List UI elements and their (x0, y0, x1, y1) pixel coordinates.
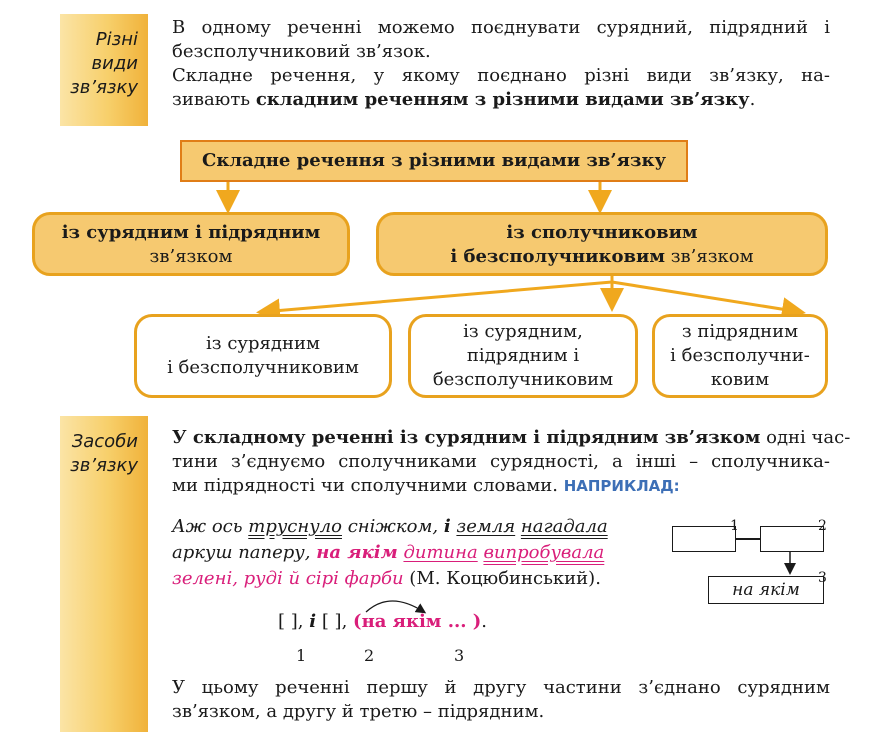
sentence-formula (278, 610, 487, 634)
predicate: нагадала (520, 516, 608, 537)
sidebar-label-line: Засоби (71, 431, 138, 452)
box-line: підрядним і (466, 345, 580, 366)
formula-number: 2 (364, 646, 375, 665)
intro-line: Складне речення, у якому поєднано різні види зв’язку, на- (172, 65, 830, 86)
example-word: зелені, руді й сірі фарби (172, 568, 404, 589)
box-line: із сурядним, (463, 321, 583, 342)
rule-text: ми підрядності чи сполучними словами. (172, 475, 564, 496)
intro-line: безсполучниковий зв’язок. (172, 41, 431, 62)
predicate: труснуло (248, 516, 342, 537)
formula-conjunction: і (309, 611, 317, 632)
sidebar-label-line: Різні (95, 29, 138, 50)
rule-line: тини з’єднуємо сполучниками сурядності, а інші – сполучника- (172, 451, 830, 472)
formula-bracket: [ ], (321, 611, 348, 632)
conjunction: і (443, 516, 451, 537)
rule-term: У складному реченні із сурядним і підрядним зв’язком (172, 427, 761, 448)
conclusion-line: зв’язком, а другу й третю – підрядним. (172, 701, 545, 722)
box-line: і безсполучни- (670, 345, 810, 366)
rule-text: одні час- (760, 427, 851, 448)
schema-number: 2 (818, 518, 827, 534)
box-line: із сурядним і підрядним (61, 222, 321, 243)
sidebar-label-line: зв’язку (70, 77, 138, 98)
formula-period: . (481, 611, 488, 632)
formula-bracket: [ ], (278, 611, 304, 632)
conclusion-line: У цьому реченні першу й другу частини з’єднано сурядним (172, 677, 830, 698)
sidebar-label-line: види (91, 53, 138, 74)
predicate: випробувала (483, 542, 605, 563)
box-line: з підрядним (681, 321, 799, 342)
formula-number: 1 (296, 646, 307, 665)
connective-word: на якім (316, 542, 398, 563)
box-line: із сурядним (206, 333, 320, 354)
box-line: зв’язком (149, 246, 233, 267)
box-line: і безсполучниковим (167, 357, 359, 378)
subject: дитина (403, 542, 478, 563)
schema-number: 1 (730, 518, 739, 534)
intro-term: складним реченням з різними видами зв’язку (255, 89, 750, 110)
example-label: НАПРИКЛАД: (563, 477, 680, 495)
example-word: сніжком, (341, 516, 444, 537)
schema-box-3: на якім (708, 576, 824, 604)
box-normal: зв’язком (664, 246, 754, 267)
conclusion-paragraph (172, 676, 830, 724)
example-word: аркуш паперу, (172, 542, 317, 563)
diagram-root-box: Складне речення з різними видами зв’язку (180, 140, 688, 182)
formula-number: 3 (454, 646, 465, 665)
intro-line: В одному реченні можемо поєднувати сурядний, підрядний і (172, 17, 830, 38)
sidebar-label-line: зв’язку (70, 455, 138, 476)
intro-period: . (749, 89, 756, 110)
example-author: (М. Коцюбинський). (403, 568, 601, 589)
box-bold: і безсполучниковим (450, 246, 665, 267)
intro-text: зивають (172, 89, 256, 110)
box-line: із сполучниковим (506, 222, 698, 243)
formula-subordinate: (на якім ... ) (353, 611, 482, 632)
schema-number: 3 (818, 570, 827, 586)
schema-box-1 (672, 526, 736, 552)
box-line: безсполучниковим (432, 369, 614, 390)
example-word: Аж ось (172, 516, 249, 537)
schema-box-2 (760, 526, 824, 552)
subject: земля (456, 516, 516, 537)
box-line: ковим (710, 369, 770, 390)
